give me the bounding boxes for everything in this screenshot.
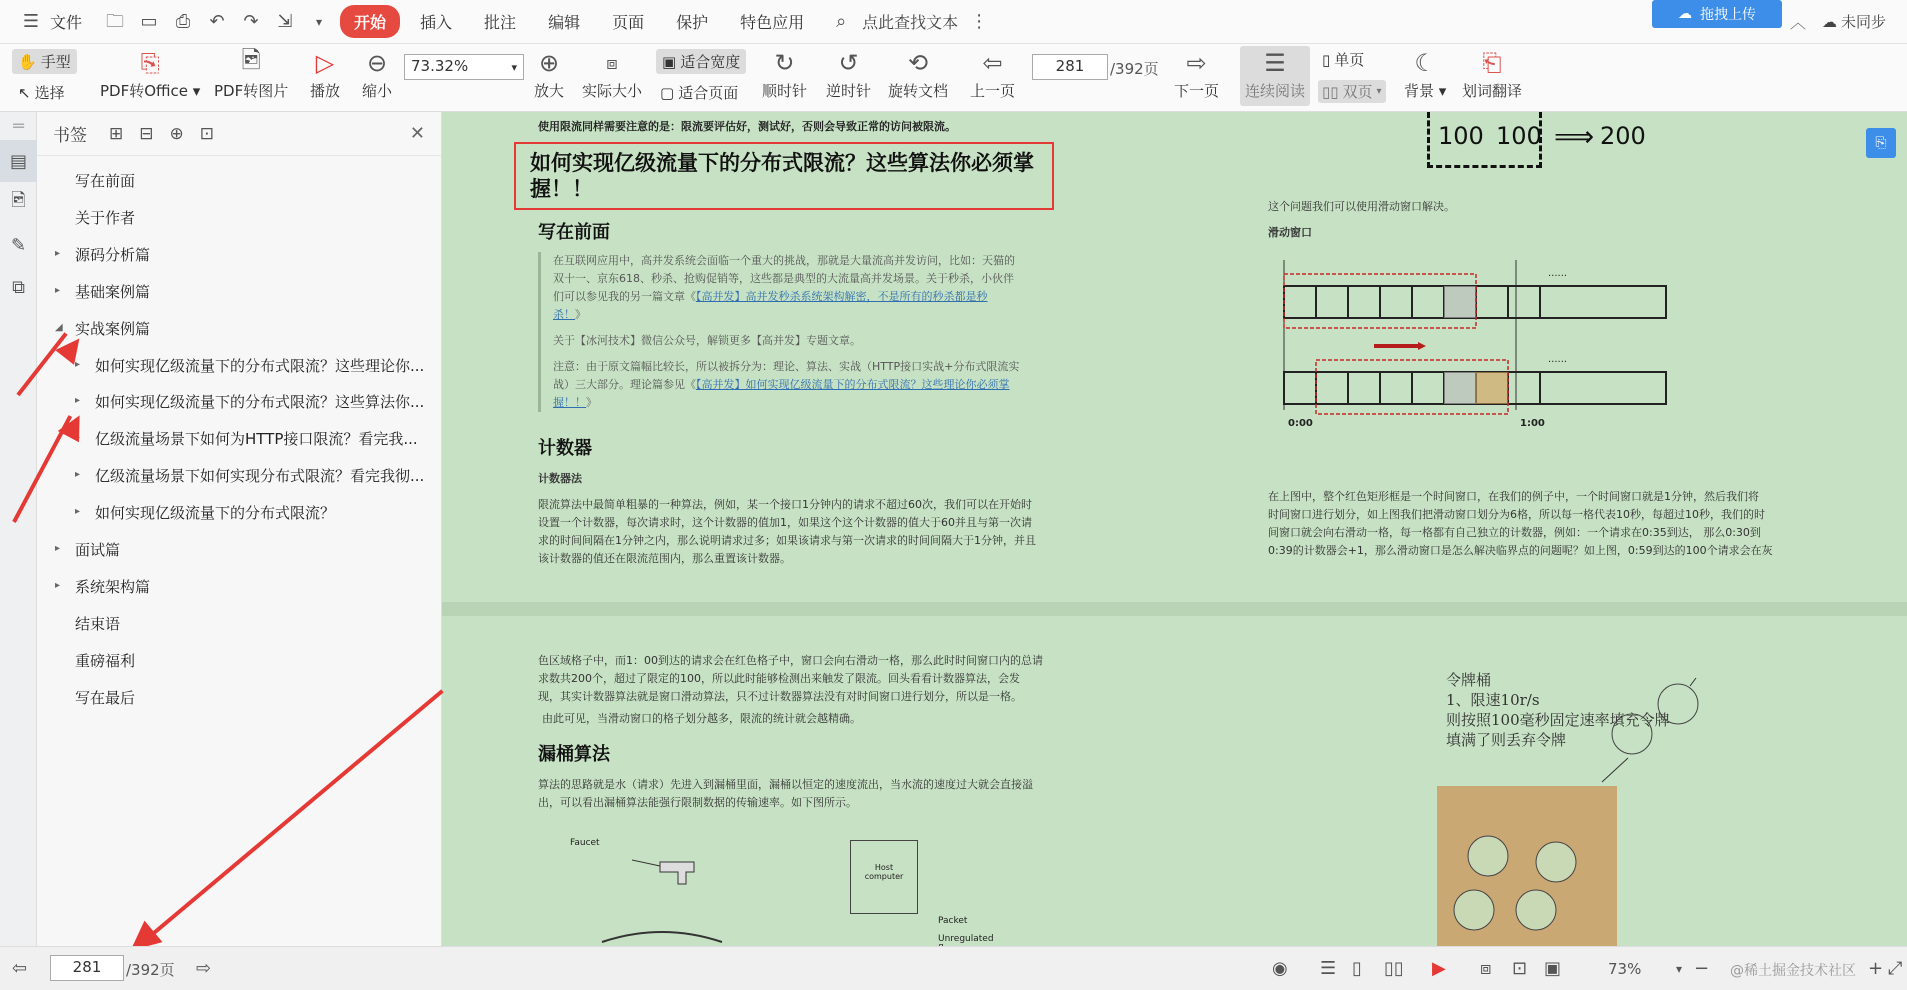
faucet-pointer <box>632 860 660 866</box>
single-page-button[interactable] <box>1322 49 1364 70</box>
double-page-button[interactable] <box>1318 80 1386 103</box>
expand-toggle-icon[interactable]: ▸ <box>55 543 61 554</box>
hamburger-menu-icon[interactable]: ☰ <box>22 10 40 32</box>
heading-counter: 计数器 <box>538 438 592 459</box>
zoom-in-button[interactable] <box>534 46 564 101</box>
double-view-icon[interactable]: ▯▯ <box>1384 958 1404 979</box>
menu-insert[interactable]: 插入 <box>420 13 453 32</box>
cloud-icon: ☁ <box>1678 6 1692 22</box>
token-line: 则按照100毫秒固定速率填充令牌 <box>1446 711 1670 729</box>
single-page-label: 单页 <box>1334 51 1365 69</box>
document-view <box>442 112 1907 946</box>
open-folder-icon[interactable]: 🗀 <box>106 10 125 32</box>
bookmark-item[interactable]: 系统架构篇 <box>75 577 151 596</box>
chevron-down-icon: ▾ <box>1376 86 1382 97</box>
pdf-to-office-icon: ⎘ <box>140 49 160 77</box>
page2-line: 由此可见，当滑动窗口的格子划分越多，限流的统计就会越精确。 <box>542 712 861 725</box>
continuous-view-icon[interactable]: ☰ <box>1320 958 1337 979</box>
sync-cloud-icon: ☁ <box>1822 12 1837 31</box>
cloud-upload-button[interactable] <box>1652 0 1782 28</box>
bookmark-item[interactable]: 写在最后 <box>75 688 136 707</box>
token-line: 1、限速10r/s <box>1446 691 1540 709</box>
intro-line: 们可以参见我的另一篇文章《 <box>553 290 696 303</box>
sliding-line: 时间窗口进行划分，如上图我们把滑动窗口划分为6格，所以每一格代表10秒，每超过10秒，我们的时 <box>1268 508 1765 521</box>
faucet-body <box>660 862 694 884</box>
token-circle <box>1516 890 1556 930</box>
page2-paragraph <box>538 652 1098 728</box>
zoom-in-icon[interactable]: + <box>1868 958 1884 979</box>
export-icon[interactable]: ⇲ <box>277 10 293 32</box>
token-circle <box>1454 890 1494 930</box>
select-tool-button[interactable] <box>18 82 65 103</box>
more-icon[interactable]: ⋮ <box>970 10 989 32</box>
fullscreen-icon[interactable]: ⤢ <box>1888 958 1903 979</box>
menu-protect[interactable]: 保护 <box>676 13 709 32</box>
attachment-icon[interactable]: ⧉ <box>12 276 25 298</box>
pdf-to-image-label: PDF转图片 <box>214 82 289 100</box>
figure-value-200: 200 <box>1600 122 1646 150</box>
zoom-select[interactable] <box>404 54 524 80</box>
chevron-down-icon: ▾ <box>511 61 517 74</box>
menu-start[interactable]: 开始 <box>340 5 400 38</box>
zoom-in-label: 放大 <box>534 82 565 100</box>
double-page-label: 双页 <box>1342 83 1373 101</box>
fit-page-icon: ▢ <box>660 83 675 102</box>
single-view-icon[interactable]: ▯ <box>1352 958 1362 979</box>
thumbnail-icon[interactable]: 🖻 <box>11 190 26 211</box>
token-circle <box>1612 714 1652 754</box>
collapse-all-icon[interactable]: ⊟ <box>139 123 154 144</box>
continuous-label: 连续阅读 <box>1244 82 1305 100</box>
menu-edit[interactable]: 编辑 <box>548 13 581 32</box>
sliding-line: 在上图中，整个红色矩形框是一个时间窗口，在我们的例子中，一个时间窗口就是1分钟，然后我们将 <box>1268 490 1759 503</box>
intro-line: 在互联网应用中，高并发系统会面临一个重大的挑战，那就是大量流高并发访问，比如：天猫的 <box>553 254 1015 267</box>
rotate-doc-label: 旋转文档 <box>888 82 949 100</box>
next-page-label: 下一页 <box>1174 82 1220 100</box>
rotate-cw-label: 顺时针 <box>762 82 808 100</box>
expand-toggle-icon[interactable]: ▸ <box>75 358 81 370</box>
zoom-value: 73.32% <box>411 57 469 75</box>
token-circle <box>1536 842 1576 882</box>
intro-link[interactable]: 【高并发】高并发秒杀系统架构解密，不是所有的秒杀都是秒 <box>696 290 988 303</box>
expand-toggle-icon[interactable]: ▸ <box>75 432 81 444</box>
expand-toggle-icon[interactable]: ▸ <box>75 395 81 407</box>
status-page-current: 281 <box>72 958 102 976</box>
intro-line: 》 <box>575 308 586 321</box>
page-current: 281 <box>1055 57 1085 75</box>
menu-bar <box>0 0 1907 44</box>
menu-page[interactable]: 页面 <box>612 13 645 32</box>
fit-page-label: 适合页面 <box>678 84 739 102</box>
next-page-button[interactable] <box>1174 46 1219 101</box>
bookmark-item[interactable]: 写在前面 <box>75 172 136 190</box>
rotate-ccw-label: 逆时针 <box>826 82 872 100</box>
toolbar <box>0 44 1907 112</box>
add-bookmark-icon[interactable]: ⊕ <box>169 123 184 144</box>
bookmark-item[interactable]: 基础案例篇 <box>75 282 151 301</box>
intro-line: 双十一、京东618、秒杀、抢购促销等，这些都是典型的大流量高并发场景。关于秒杀，小伙伴 <box>553 272 1014 285</box>
faucet-diagram <box>562 832 802 952</box>
theory-link-cont[interactable]: 握！！ <box>553 396 586 409</box>
token-circle <box>1658 684 1698 724</box>
prev-page-button[interactable] <box>970 46 1015 101</box>
bookmark-item[interactable]: 源码分析篇 <box>75 245 151 264</box>
token-line: 填满了则丢弃令牌 <box>1446 731 1567 749</box>
bookmark-panel-icon[interactable]: ▤ <box>0 140 37 182</box>
prev-page-icon[interactable]: ⇦ <box>12 958 28 979</box>
cursor-icon: ↖ <box>18 83 31 102</box>
menu-file[interactable]: 文件 <box>50 13 83 32</box>
fit-page-button[interactable] <box>660 82 738 103</box>
row-2-ellipsis: ...... <box>1548 354 1568 365</box>
gray-cell-2 <box>1444 372 1476 404</box>
token-pointer <box>1690 678 1696 686</box>
pdf-to-image-button[interactable] <box>214 46 288 101</box>
intro-quote <box>538 252 1058 412</box>
bookmark-item[interactable]: 实战案例篇 <box>75 319 151 338</box>
article-title: 如何实现亿级流量下的分布式限流？这些算法你必须掌握！！ <box>514 142 1054 210</box>
counter-paragraph <box>538 496 1098 568</box>
expand-toggle-icon[interactable]: ▸ <box>55 247 61 259</box>
slide-arrowhead <box>1418 342 1426 350</box>
host-label: Host <box>874 863 894 872</box>
background-label: 背景 <box>1404 82 1435 100</box>
unregulated-text: Unregulated <box>938 934 994 944</box>
bookmark-item[interactable]: 如何实现亿级流量下的分布式限流？这些理论你... <box>95 356 425 375</box>
menu-features[interactable]: 特色应用 <box>740 13 805 32</box>
next-page-icon[interactable]: ⇨ <box>196 958 212 979</box>
computer-label: computer <box>864 872 904 881</box>
print-icon[interactable]: ⎙ <box>175 10 191 32</box>
sliding-line: 0:39的计数器会+1，那么滑动窗口是怎么解决临界点的问题呢？如上图，0:59到达的100个请求会在灰 <box>1268 544 1773 557</box>
heading-leaky-bucket: 漏桶算法 <box>538 744 610 765</box>
fit-page-icon[interactable]: ⊡ <box>1512 958 1528 979</box>
rotate-cw-icon: ↻ <box>774 49 795 77</box>
page-number-input[interactable] <box>1032 54 1108 80</box>
zoom-out-button[interactable] <box>362 46 392 101</box>
intro-line: 战）三大部分。理论篇参见《 <box>553 378 696 391</box>
intro-line: 》 <box>586 396 597 409</box>
translate-float-icon[interactable]: ⎘ <box>1866 128 1896 158</box>
status-zoom[interactable]: 73% <box>1608 960 1642 978</box>
translate-label: 划词翻译 <box>1462 82 1523 100</box>
sync-status[interactable] <box>1822 11 1886 32</box>
expand-toggle-icon[interactable]: ▸ <box>75 469 81 481</box>
bookmark-item[interactable]: 如何实现亿级流量下的分布式限流？ <box>95 504 336 523</box>
status-bar <box>0 946 1907 990</box>
play-label: 播放 <box>310 82 341 100</box>
rotate-doc-icon: ⟲ <box>907 49 929 77</box>
top-note: 使用限流同样需要注意的是：限流要评估好，测试好，否则会导致正常的访问被限流。 <box>538 120 956 133</box>
counter-line: 限流算法中最简单粗暴的一种算法，例如，某一个接口1分钟内的请求不超过60次，我们可以在开始时 <box>538 498 1032 511</box>
single-page-icon: ▯ <box>1322 50 1331 69</box>
rotate-cw-button[interactable] <box>762 46 807 101</box>
rotate-ccw-button[interactable] <box>826 46 871 101</box>
leaky-line: 出，可以看出漏桶算法能强行限制数据的传输速率。如下图所示。 <box>538 796 857 809</box>
leaky-paragraph <box>538 776 1098 812</box>
play-icon[interactable]: ▶ <box>1432 958 1446 979</box>
left-rail <box>0 112 37 946</box>
faucet-label: Faucet <box>570 838 600 848</box>
arrow-right-icon: ⟹ <box>1554 120 1595 153</box>
actual-size-button[interactable] <box>582 46 642 101</box>
pdf-to-office-label: PDF转Office <box>100 82 189 100</box>
hand-label: 手型 <box>40 53 71 71</box>
rotate-doc-button[interactable] <box>888 46 948 101</box>
arrow-left-icon: ⇦ <box>982 49 1003 77</box>
chevron-down-icon[interactable]: ▾ <box>1676 962 1683 976</box>
cloud-upload-label: 拖拽上传 <box>1700 7 1756 23</box>
bookmark-item[interactable]: 关于作者 <box>75 208 136 227</box>
time-label-start: 0:00 <box>1288 418 1313 429</box>
expand-toggle-icon[interactable]: ▸ <box>55 284 61 296</box>
bookmark-item[interactable]: 结束语 <box>75 614 121 633</box>
actual-size-label: 实际大小 <box>582 82 643 100</box>
subheading-counter: 计数器法 <box>538 472 582 485</box>
bookmark-item[interactable]: 亿级流量场景下如何实现分布式限流？看完我彻... <box>95 467 425 486</box>
search-text-button[interactable]: 点此查找文本 <box>862 13 959 32</box>
time-label-end: 1:00 <box>1520 418 1545 429</box>
eye-icon[interactable]: ◉ <box>1272 958 1288 979</box>
token-circle <box>1468 836 1508 876</box>
rotate-ccw-icon: ↺ <box>838 49 859 77</box>
token-title: 令牌桶 <box>1446 671 1492 689</box>
close-icon[interactable]: ✕ <box>409 123 425 144</box>
bookmark-panel-title: 书签 <box>53 126 87 146</box>
hand-icon: ✋ <box>18 52 37 71</box>
menu-annotate[interactable]: 批注 <box>484 13 517 32</box>
bucket-rim <box>602 932 722 942</box>
pdf-to-image-icon: 🖻 <box>241 45 261 74</box>
counter-line: 该计数器的值还在限流范围内，那么重置该计数器。 <box>538 552 791 565</box>
collapse-icon[interactable]: ︿ <box>1790 13 1807 32</box>
heading-intro: 写在前面 <box>538 222 610 243</box>
dropdown-icon[interactable]: ▾ <box>316 14 323 29</box>
page2-line: 现，其实计数器算法就是窗口滑动算法，只不过计数器算法没有对时间窗口进行划分，所以是一格。 <box>538 690 1022 703</box>
sliding-paragraph <box>1268 488 1868 560</box>
arrow-right-icon: ⇨ <box>1186 49 1207 77</box>
page2-line: 色区域格子中，而1：00到达的请求会在红色格子中，窗口会向右滑动一格，那么此时时间窗口内的总请 <box>538 654 1043 667</box>
prev-page-label: 上一页 <box>970 82 1016 100</box>
zoom-out-label: 缩小 <box>362 82 393 100</box>
hand-tool-button[interactable] <box>12 49 77 74</box>
save-icon[interactable]: ▭ <box>140 10 158 32</box>
counter-line: 设置一个计数器，每次请求时，这个计数器的值加1，如果这个这个计数器的值大于60并且与第一次请 <box>538 516 1032 529</box>
page2-line: 求数共200个，超过了限定的100，所以此时能够检测出来触发了限流。回头看看计数器算法，会发 <box>538 672 1020 685</box>
play-icon: ▷ <box>315 49 335 77</box>
counter-line: 求的时间间隔在1分钟之内，那么说明请求过多；如果该请求与第一次请求的时间间隔大于1分钟，并且 <box>538 534 1036 547</box>
red-cell-2 <box>1476 372 1508 404</box>
translate-icon: ⎗ <box>1482 49 1502 77</box>
bookmark-item[interactable]: 如何实现亿级流量下的分布式限流？这些算法你... <box>95 393 425 412</box>
grip-icon: ═ <box>13 115 24 137</box>
intro-line: 关于【冰河技术】微信公众号，解锁更多【高并发】专题文章。 <box>553 334 861 347</box>
background-button[interactable]: ☾ 背景 ▾ <box>1404 46 1446 101</box>
figure-value-100b: 100 <box>1496 122 1542 150</box>
sync-status-label: 未同步 <box>1841 13 1887 31</box>
pdf-to-office-button[interactable]: ⎘ PDF转Office ▾ <box>100 46 200 101</box>
theory-link[interactable]: 【高并发】如何实现亿级流量下的分布式限流？这些理论你必须掌 <box>696 378 1010 391</box>
token-bucket-diagram <box>1432 662 1692 946</box>
token-arrow <box>1602 758 1628 782</box>
bookmark-item[interactable]: 面试篇 <box>75 541 121 559</box>
status-page-input[interactable] <box>50 955 124 981</box>
search-icon[interactable]: ⌕ <box>836 10 847 32</box>
page-total: /392页 <box>1110 60 1159 78</box>
expand-toggle-icon[interactable]: ▸ <box>75 506 81 518</box>
watermark: @稀土掘金技术社区 <box>1730 963 1856 979</box>
zoom-out-icon[interactable]: − <box>1694 958 1710 979</box>
sliding-intro: 这个问题我们可以使用滑动窗口解决。 <box>1268 200 1455 213</box>
status-page-total: /392页 <box>126 961 175 979</box>
translate-button[interactable] <box>1462 46 1522 101</box>
intro-link-cont[interactable]: 杀！ <box>553 308 575 321</box>
bookmark-item[interactable]: 亿级流量场景下如何为HTTP接口限流？看完我... <box>95 430 418 449</box>
sliding-window-diagram <box>1268 260 1748 430</box>
moon-icon: ☾ <box>1414 49 1436 77</box>
packet-label: Packet <box>938 916 968 926</box>
fit-width-icon[interactable]: ▣ <box>1544 958 1562 979</box>
actual-size-icon: ⧈ <box>606 52 618 74</box>
fit-width-icon: ▣ <box>662 52 677 71</box>
fit-width-button[interactable] <box>656 49 746 74</box>
zoom-out-icon: ⊖ <box>366 49 388 77</box>
zoom-in-icon: ⊕ <box>538 49 560 77</box>
intro-line: 注意：由于原文篇幅比较长，所以被拆分为：理论、算法、实战（HTTP接口实战+分布式限流实 <box>553 360 1020 373</box>
bookmark-panel <box>37 112 442 946</box>
sliding-line: 间窗口就会向右滑动一格，每一格都有自己独立的计数器，例如：一个请求在0:35到达， 那么0:30到 <box>1268 526 1761 539</box>
continuous-icon: ☰ <box>1264 49 1286 77</box>
figure-value-100a: 100 <box>1438 122 1484 150</box>
row-1-dividers <box>1316 286 1540 318</box>
select-label: 选择 <box>34 84 65 102</box>
expand-toggle-icon[interactable]: ◢ <box>55 321 63 333</box>
double-page-icon: ▯▯ <box>1322 82 1339 101</box>
undo-icon[interactable]: ↶ <box>209 10 225 32</box>
host-computer-box <box>850 840 918 914</box>
leaky-line: 算法的思路就是水（请求）先进入到漏桶里面，漏桶以恒定的速度流出，当水流的速度过大就会直接溢 <box>538 778 1033 791</box>
expand-toggle-icon[interactable]: ▸ <box>55 579 61 591</box>
continuous-read-button[interactable] <box>1240 46 1310 106</box>
annotation-icon[interactable]: ✎ <box>10 234 27 256</box>
bookmark-panel-header <box>37 112 441 156</box>
actual-size-icon[interactable]: ⧈ <box>1480 958 1492 979</box>
expand-all-icon[interactable]: ⊞ <box>109 123 124 144</box>
row-1-ellipsis: ...... <box>1548 268 1568 279</box>
play-button[interactable] <box>310 46 340 101</box>
bookmark-item[interactable]: 重磅福利 <box>75 651 136 670</box>
sliding-title: 滑动窗口 <box>1268 226 1312 239</box>
gray-cell-1 <box>1444 286 1476 318</box>
fit-width-label: 适合宽度 <box>680 53 741 71</box>
redo-icon[interactable]: ↷ <box>243 10 259 32</box>
page-separator <box>442 602 1907 616</box>
bookmark-icon[interactable]: ⊡ <box>199 123 214 144</box>
